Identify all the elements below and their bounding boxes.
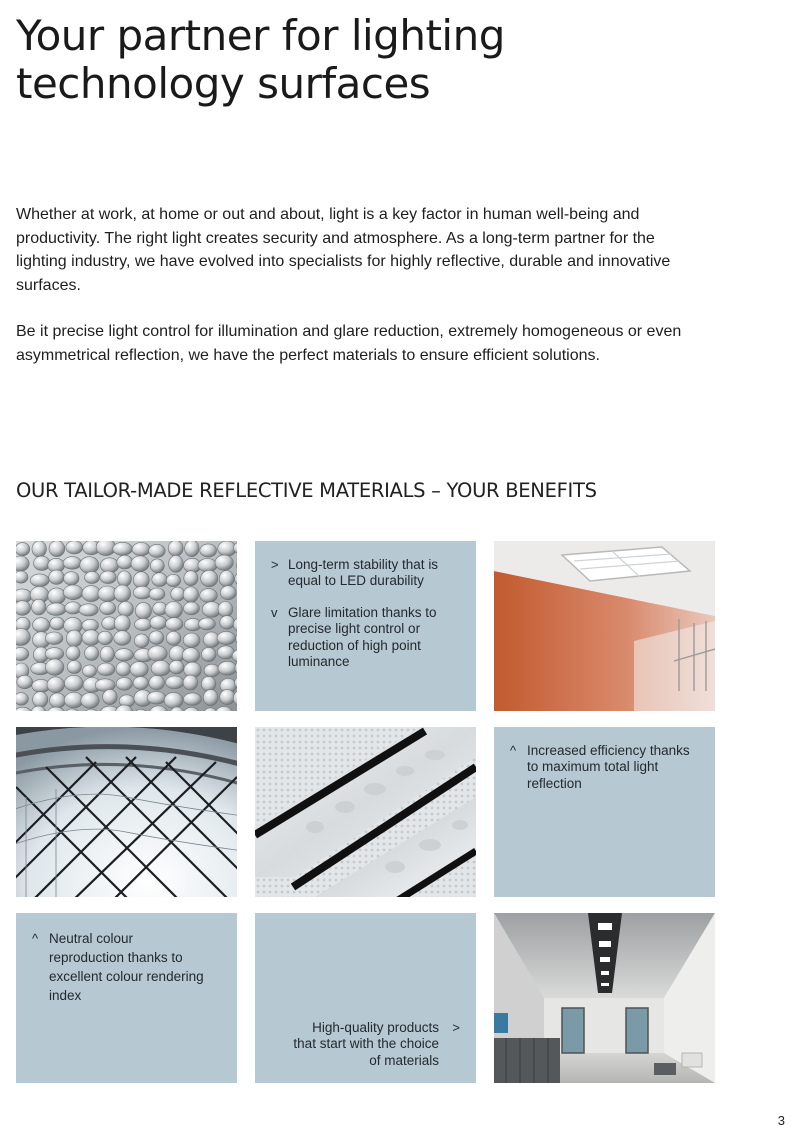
dimple [220,616,235,630]
dimple [164,692,183,708]
dimple [97,663,115,676]
dimple [114,615,130,632]
office-corridor-lighting-icon [494,913,715,1083]
dimple [114,585,131,602]
benefits-tile-2 [494,727,715,897]
dimple [48,588,66,604]
dimple [16,693,28,706]
dimple [130,662,148,677]
dimple [34,556,51,570]
dimple [201,570,218,587]
glass-dome-lattice-icon [16,727,237,897]
dimple [81,693,99,709]
dimple [66,630,82,647]
dimple [149,631,164,645]
dimple [168,541,183,556]
dimple [32,541,46,557]
dimple [184,571,198,586]
dimple [198,559,217,572]
dimple [150,559,164,573]
glass-dome-image [16,727,237,897]
dimple [149,588,165,600]
hammered-aluminium-image [16,541,237,711]
benefit-item [271,605,461,670]
dimple [30,574,49,587]
benefit-text: High-quality products that start with the choice of materials [293,1020,439,1068]
dimple [169,555,184,572]
dimple [114,631,131,646]
dimple [65,602,81,614]
benefit-item [510,743,700,792]
dimple [83,665,97,677]
dimple [49,570,65,584]
dimple [215,555,233,570]
dimple [183,675,198,690]
arrow-right-icon: > [271,557,279,572]
intro-paragraph-1: Whether at work, at home or out and about, light is a key factor in human well-being and productivity. The right light creates security and atmosphere. As a long-term partner for the lighting industry, we have evolved into specialists for highly reflective, durable and innovative surfaces. [16,206,671,294]
dimple [201,647,216,661]
dimple [182,648,199,663]
dimple [79,604,98,616]
dimple [113,542,133,555]
dimple [100,558,118,573]
dimple [148,646,167,661]
dimple [103,689,118,704]
dimple [33,618,50,633]
intro-paragraph-2: Be it precise light control for illumination and glare reduction, extremely homogeneous or even asymmetrical reflection, we have the perfect materials to ensure efficient solutions. [16,323,682,364]
dimple [67,661,81,674]
dimple [47,677,64,693]
dimple [219,571,234,587]
dimple [64,675,83,691]
dimple [218,661,237,675]
dimple [16,647,29,660]
dimple [171,587,185,601]
dimple [80,557,99,574]
dimple [17,675,33,689]
arrow-down-icon: v [271,605,278,620]
benefits-tile-3 [16,913,237,1083]
dimple [152,573,168,587]
dimple [98,631,113,645]
reflector-louver-icon [255,727,476,897]
dimple [218,602,233,618]
dimple [50,617,65,630]
dimple [16,543,30,556]
dimple [85,572,100,584]
benefits-tile-4 [255,913,476,1083]
arrow-up-icon: ^ [32,931,39,946]
dimple [133,572,149,589]
dimple [50,693,66,708]
dimple [63,585,83,600]
dimple [47,603,66,616]
dimple [165,602,183,619]
dimple [116,662,131,676]
hammered-aluminium-texture-icon [16,541,237,711]
section-heading: OUR TAILOR-MADE REFLECTIVE MATERIALS – YOUR BENEFITS [16,479,597,502]
dimple [199,618,216,630]
dimple [115,649,134,661]
dimple [183,602,199,615]
page-title [16,12,616,108]
benefits-tile-1 [255,541,476,711]
dimple [183,693,201,705]
dimple [118,601,133,616]
reflector-louver-image [255,727,476,897]
dimple [100,646,114,662]
dimple [166,618,183,631]
dimple [166,574,180,586]
dimple [149,544,166,557]
dimple [85,646,99,660]
dimple [132,543,150,556]
dimple [82,630,100,646]
dimple [133,677,148,690]
dimple [16,571,28,583]
dimple [135,618,152,630]
benefit-text: Glare limitation thanks to precise light control or reduction of high point luminance [288,605,437,669]
dimple [204,664,219,677]
dimple [64,572,79,585]
dimple [131,556,149,572]
dimple [203,690,218,706]
dimple [166,631,181,645]
intro-text [16,203,706,390]
dimple [166,676,184,689]
dimple [149,676,165,690]
benefit-item [32,929,207,1005]
dimple [49,541,65,557]
dimple [220,689,235,704]
dimple [66,541,83,554]
dimple [16,601,31,616]
dimple [185,541,199,557]
ceiling-light-image [494,541,715,711]
arrow-up-icon: ^ [510,743,517,758]
dimple [201,677,215,692]
dimple [200,544,217,557]
dimple [183,633,200,648]
dimple [151,661,170,676]
benefit-item [271,557,461,590]
dimple [66,646,80,660]
dimple [117,555,133,569]
page-number: 3 [777,1113,785,1128]
dimple [133,586,151,599]
dimple [200,589,218,603]
dimple [33,692,48,708]
dimple [117,571,131,587]
benefits-grid [16,541,716,1083]
title-line-2: technology surfaces [16,59,431,108]
dimple [45,632,63,644]
dimple [100,571,116,584]
ceiling-light-fixture-icon [494,541,715,711]
office-corridor-image [494,913,715,1083]
dimple [217,631,236,644]
arrow-right-icon: > [452,1020,460,1035]
dimple [63,557,81,570]
dimple [100,602,116,615]
dimple [220,586,236,600]
dimple [169,660,184,674]
dimple [116,677,132,690]
dimple [183,587,198,603]
dimple [150,616,167,630]
title-line-1: Your partner for lighting [16,11,505,60]
benefit-text: Neutral colour reproduction thanks to excellent colour rendering index [49,931,204,1003]
benefit-text: Long-term stability that is equal to LED durability [288,557,439,589]
benefit-item [290,1020,460,1069]
benefit-text: Increased efficiency thanks to maximum total light reflection [527,743,690,791]
dimple [46,659,64,675]
dimple [147,692,166,705]
dimple [134,634,149,648]
dimple [135,602,151,619]
dimple [45,648,64,660]
dimple [32,599,46,615]
